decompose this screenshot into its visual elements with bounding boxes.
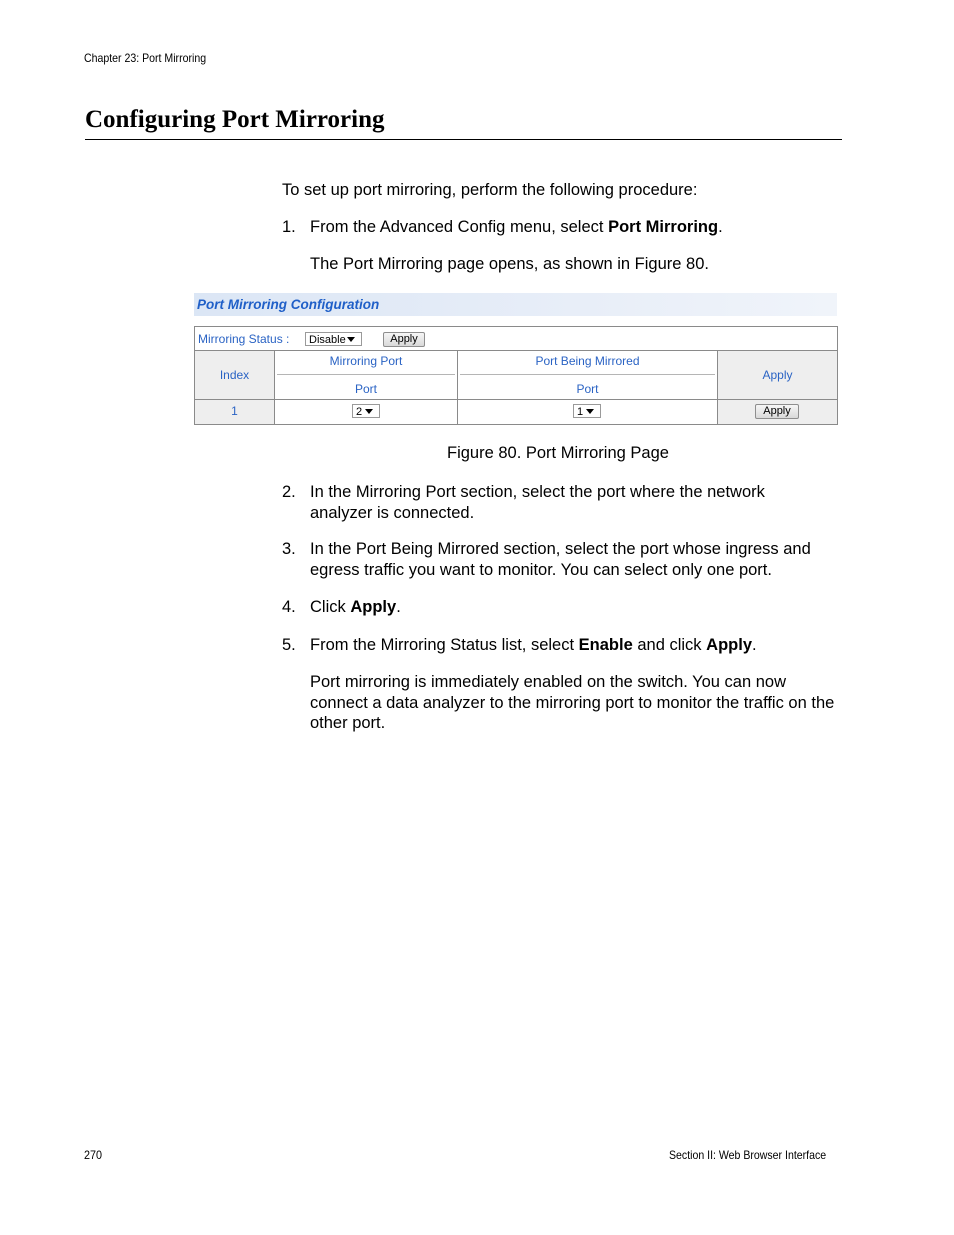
title-rule (85, 139, 842, 140)
chevron-down-icon (365, 409, 373, 414)
step-5-result: Port mirroring is immediately enabled on the switch. You can now connect a data analyzer to the mirroring port to monitor the traffic on the other port. (310, 673, 835, 732)
step-2-text: In the Mirroring Port section, select the port where the network analyzer is connected. (310, 483, 765, 522)
mirroring-port-select[interactable]: 2 (352, 404, 380, 418)
port-mirroring-table (194, 326, 838, 425)
step-5-number: 5. (282, 636, 296, 654)
step-3-text: In the Port Being Mirrored section, select the port whose ingress and egress traffic you want to monitor. You can select only one port. (310, 540, 811, 579)
page-title: Configuring Port Mirroring (85, 106, 385, 133)
chevron-down-icon (347, 337, 355, 342)
step-1-result: The Port Mirroring page opens, as shown in Figure 80. (310, 255, 709, 273)
step-2-number: 2. (282, 483, 296, 501)
table-row-apply-cell (718, 400, 837, 424)
mirroring-status-label: Mirroring Status : (198, 332, 290, 346)
port-being-mirrored-header: Port Being Mirrored Port (458, 351, 717, 399)
chevron-down-icon (586, 409, 594, 414)
running-footer: Section II: Web Browser Interface (669, 1148, 827, 1162)
intro-text: To set up port mirroring, perform the following procedure: (282, 181, 698, 199)
step-4-number: 4. (282, 598, 296, 616)
mirroring-status-select[interactable]: Disable (305, 332, 362, 346)
mirrored-port-select[interactable]: 1 (573, 404, 601, 418)
step-3-number: 3. (282, 540, 296, 558)
table-row-index: 1 (195, 400, 274, 424)
status-apply-button[interactable]: Apply (383, 332, 425, 347)
figure-caption: Figure 80. Port Mirroring Page (447, 444, 669, 462)
step-1-text: From the Advanced Config menu, select Port Mirroring. (310, 218, 723, 236)
apply-header: Apply (718, 351, 837, 399)
step-1-number: 1. (282, 218, 296, 236)
step-5-text: From the Mirroring Status list, select Enable and click Apply. (310, 636, 757, 654)
figure-panel-title: Port Mirroring Configuration (194, 293, 837, 316)
row-apply-button[interactable]: Apply (755, 404, 799, 419)
step-4-text: Click Apply. (310, 598, 401, 616)
running-header: Chapter 23: Port Mirroring (84, 51, 207, 65)
page-number: 270 (84, 1148, 103, 1162)
index-header: Index (195, 351, 274, 399)
mirroring-port-header: Mirroring Port Port (275, 351, 457, 399)
